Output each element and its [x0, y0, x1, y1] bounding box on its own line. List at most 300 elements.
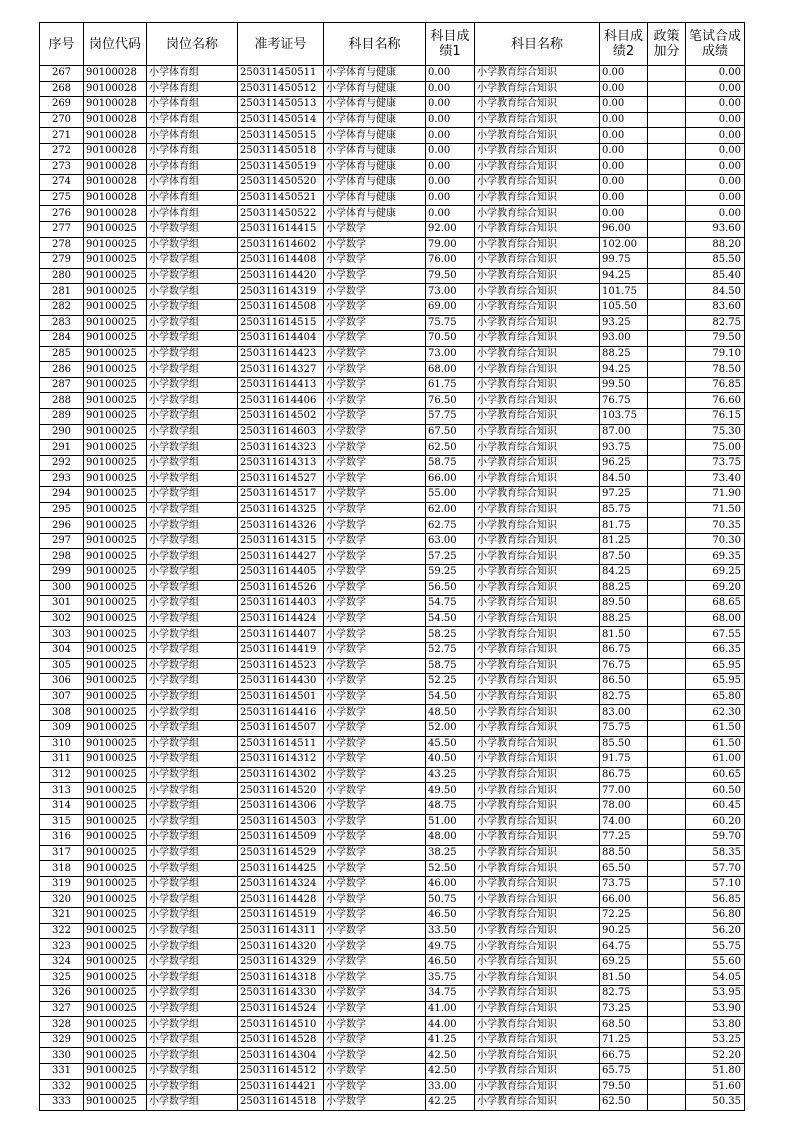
score-1-cell: 46.50: [426, 908, 475, 924]
score-2-cell: 72.25: [600, 908, 648, 924]
index-cell: 282: [40, 299, 84, 315]
total-score-cell: 61.00: [686, 752, 745, 768]
score-1-cell: 33.50: [426, 923, 475, 939]
index-cell: 284: [40, 331, 84, 347]
index-cell: 269: [40, 97, 84, 113]
position-code-cell: 90100025: [84, 814, 147, 830]
table-row: [40, 253, 745, 269]
score-2-cell: 81.75: [600, 518, 648, 534]
policy-bonus-cell: [648, 1079, 686, 1095]
position-code-cell: 90100025: [84, 970, 147, 986]
total-score-cell: 53.25: [686, 1032, 745, 1048]
position-code-cell: 90100025: [84, 549, 147, 565]
table-row: [40, 284, 745, 300]
score-1-cell: 79.00: [426, 237, 475, 253]
subject-1-cell: 小学体育与健康: [324, 159, 426, 175]
position-name-cell: 小学数学组: [147, 752, 238, 768]
position-code-cell: 90100025: [84, 752, 147, 768]
score-2-cell: 73.25: [600, 1001, 648, 1017]
exam-id-cell: 250311614427: [238, 549, 324, 565]
index-cell: 306: [40, 674, 84, 690]
exam-id-cell: 250311614503: [238, 814, 324, 830]
subject-1-cell: 小学数学: [324, 487, 426, 503]
position-name-cell: 小学数学组: [147, 424, 238, 440]
subject-1-cell: 小学数学: [324, 268, 426, 284]
exam-id-cell: 250311614508: [238, 299, 324, 315]
score-2-cell: 99.50: [600, 377, 648, 393]
subject-2-cell: 小学教育综合知识: [475, 1064, 600, 1080]
policy-bonus-cell: [648, 627, 686, 643]
exam-id-cell: 250311614510: [238, 1017, 324, 1033]
position-name-cell: 小学数学组: [147, 830, 238, 846]
position-name-cell: 小学数学组: [147, 767, 238, 783]
score-1-cell: 76.00: [426, 253, 475, 269]
score-1-cell: 59.25: [426, 565, 475, 581]
total-score-cell: 69.20: [686, 580, 745, 596]
table-row: [40, 954, 745, 970]
exam-id-cell: 250311614602: [238, 237, 324, 253]
index-cell: 270: [40, 112, 84, 128]
subject-2-cell: 小学教育综合知识: [475, 206, 600, 222]
position-code-cell: 90100025: [84, 362, 147, 378]
score-2-cell: 0.00: [600, 143, 648, 159]
table-row: [40, 1095, 745, 1111]
policy-bonus-cell: [648, 346, 686, 362]
index-cell: 312: [40, 767, 84, 783]
header-score-1: 科目成绩1: [426, 23, 475, 66]
position-code-cell: 90100025: [84, 565, 147, 581]
position-name-cell: 小学数学组: [147, 409, 238, 425]
subject-2-cell: 小学教育综合知识: [475, 1001, 600, 1017]
subject-2-cell: 小学教育综合知识: [475, 81, 600, 97]
subject-1-cell: 小学数学: [324, 892, 426, 908]
table-row: [40, 1017, 745, 1033]
subject-2-cell: 小学教育综合知识: [475, 393, 600, 409]
total-score-cell: 0.00: [686, 190, 745, 206]
total-score-cell: 0.00: [686, 66, 745, 82]
subject-2-cell: 小学教育综合知识: [475, 923, 600, 939]
total-score-cell: 66.35: [686, 642, 745, 658]
subject-2-cell: 小学教育综合知识: [475, 970, 600, 986]
score-2-cell: 82.75: [600, 986, 648, 1002]
total-score-cell: 69.25: [686, 565, 745, 581]
subject-2-cell: 小学教育综合知识: [475, 861, 600, 877]
table-row: [40, 206, 745, 222]
policy-bonus-cell: [648, 502, 686, 518]
exam-id-cell: 250311614420: [238, 268, 324, 284]
table-row: [40, 299, 745, 315]
policy-bonus-cell: [648, 830, 686, 846]
table-row: [40, 331, 745, 347]
position-code-cell: 90100025: [84, 393, 147, 409]
position-name-cell: 小学数学组: [147, 455, 238, 471]
exam-id-cell: 250311450520: [238, 175, 324, 191]
subject-2-cell: 小学教育综合知识: [475, 253, 600, 269]
position-code-cell: 90100025: [84, 487, 147, 503]
table-row: [40, 346, 745, 362]
subject-1-cell: 小学数学: [324, 814, 426, 830]
position-code-cell: 90100028: [84, 206, 147, 222]
exam-id-cell: 250311614327: [238, 362, 324, 378]
position-name-cell: 小学数学组: [147, 611, 238, 627]
position-name-cell: 小学数学组: [147, 939, 238, 955]
position-code-cell: 90100025: [84, 689, 147, 705]
policy-bonus-cell: [648, 471, 686, 487]
subject-1-cell: 小学体育与健康: [324, 143, 426, 159]
total-score-cell: 79.50: [686, 331, 745, 347]
total-score-cell: 0.00: [686, 128, 745, 144]
table-row: [40, 658, 745, 674]
score-1-cell: 69.00: [426, 299, 475, 315]
position-code-cell: 90100025: [84, 221, 147, 237]
index-cell: 308: [40, 705, 84, 721]
position-name-cell: 小学数学组: [147, 892, 238, 908]
index-cell: 296: [40, 518, 84, 534]
index-cell: 276: [40, 206, 84, 222]
policy-bonus-cell: [648, 596, 686, 612]
subject-2-cell: 小学教育综合知识: [475, 642, 600, 658]
position-name-cell: 小学数学组: [147, 923, 238, 939]
position-name-cell: 小学数学组: [147, 986, 238, 1002]
index-cell: 283: [40, 315, 84, 331]
table-row: [40, 315, 745, 331]
subject-1-cell: 小学数学: [324, 518, 426, 534]
index-cell: 290: [40, 424, 84, 440]
total-score-cell: 53.90: [686, 1001, 745, 1017]
subject-2-cell: 小学教育综合知识: [475, 424, 600, 440]
total-score-cell: 57.70: [686, 861, 745, 877]
position-name-cell: 小学数学组: [147, 237, 238, 253]
position-name-cell: 小学体育组: [147, 143, 238, 159]
policy-bonus-cell: [648, 939, 686, 955]
policy-bonus-cell: [648, 923, 686, 939]
position-code-cell: 90100025: [84, 346, 147, 362]
table-row: [40, 128, 745, 144]
score-1-cell: 0.00: [426, 143, 475, 159]
index-cell: 286: [40, 362, 84, 378]
subject-1-cell: 小学数学: [324, 970, 426, 986]
exam-id-cell: 250311614329: [238, 954, 324, 970]
table-row: [40, 861, 745, 877]
position-code-cell: 90100025: [84, 471, 147, 487]
total-score-cell: 0.00: [686, 175, 745, 191]
subject-1-cell: 小学数学: [324, 221, 426, 237]
table-row: [40, 596, 745, 612]
score-1-cell: 38.25: [426, 845, 475, 861]
score-2-cell: 62.50: [600, 1095, 648, 1111]
position-name-cell: 小学体育组: [147, 206, 238, 222]
score-1-cell: 48.00: [426, 830, 475, 846]
exam-id-cell: 250311614523: [238, 658, 324, 674]
subject-1-cell: 小学体育与健康: [324, 97, 426, 113]
subject-1-cell: 小学数学: [324, 705, 426, 721]
total-score-cell: 53.95: [686, 986, 745, 1002]
exam-id-cell: 250311614326: [238, 518, 324, 534]
table-row: [40, 1001, 745, 1017]
subject-1-cell: 小学数学: [324, 1001, 426, 1017]
policy-bonus-cell: [648, 954, 686, 970]
table-row: [40, 798, 745, 814]
total-score-cell: 71.50: [686, 502, 745, 518]
score-1-cell: 0.00: [426, 66, 475, 82]
policy-bonus-cell: [648, 689, 686, 705]
exam-id-cell: 250311614315: [238, 533, 324, 549]
policy-bonus-cell: [648, 970, 686, 986]
subject-2-cell: 小学教育综合知识: [475, 331, 600, 347]
score-2-cell: 78.00: [600, 798, 648, 814]
index-cell: 316: [40, 830, 84, 846]
policy-bonus-cell: [648, 284, 686, 300]
table-header: [40, 23, 745, 66]
score-2-cell: 0.00: [600, 81, 648, 97]
subject-2-cell: 小学教育综合知识: [475, 455, 600, 471]
exam-id-cell: 250311614413: [238, 377, 324, 393]
total-score-cell: 93.60: [686, 221, 745, 237]
score-1-cell: 0.00: [426, 81, 475, 97]
position-code-cell: 90100025: [84, 1095, 147, 1111]
score-1-cell: 42.50: [426, 1064, 475, 1080]
score-2-cell: 84.50: [600, 471, 648, 487]
policy-bonus-cell: [648, 533, 686, 549]
position-code-cell: 90100028: [84, 159, 147, 175]
index-cell: 297: [40, 533, 84, 549]
total-score-cell: 0.00: [686, 206, 745, 222]
score-2-cell: 84.25: [600, 565, 648, 581]
total-score-cell: 0.00: [686, 112, 745, 128]
subject-2-cell: 小学教育综合知识: [475, 299, 600, 315]
table-row: [40, 814, 745, 830]
position-name-cell: 小学体育组: [147, 81, 238, 97]
position-name-cell: 小学数学组: [147, 502, 238, 518]
exam-id-cell: 250311614520: [238, 783, 324, 799]
subject-2-cell: 小学教育综合知识: [475, 986, 600, 1002]
table-row: [40, 611, 745, 627]
subject-1-cell: 小学数学: [324, 908, 426, 924]
index-cell: 332: [40, 1079, 84, 1095]
subject-2-cell: 小学教育综合知识: [475, 596, 600, 612]
subject-2-cell: 小学教育综合知识: [475, 502, 600, 518]
exam-id-cell: 250311614528: [238, 1032, 324, 1048]
subject-1-cell: 小学数学: [324, 1079, 426, 1095]
score-1-cell: 55.00: [426, 487, 475, 503]
policy-bonus-cell: [648, 1048, 686, 1064]
score-2-cell: 76.75: [600, 658, 648, 674]
policy-bonus-cell: [648, 409, 686, 425]
position-code-cell: 90100028: [84, 81, 147, 97]
score-2-cell: 103.75: [600, 409, 648, 425]
header-subject-1: 科目名称: [324, 23, 426, 66]
index-cell: 275: [40, 190, 84, 206]
score-1-cell: 46.50: [426, 954, 475, 970]
policy-bonus-cell: [648, 814, 686, 830]
exam-id-cell: 250311614529: [238, 845, 324, 861]
subject-1-cell: 小学体育与健康: [324, 112, 426, 128]
score-1-cell: 70.50: [426, 331, 475, 347]
score-1-cell: 51.00: [426, 814, 475, 830]
table-row: [40, 471, 745, 487]
subject-1-cell: 小学数学: [324, 596, 426, 612]
subject-1-cell: 小学数学: [324, 315, 426, 331]
exam-id-cell: 250311614403: [238, 596, 324, 612]
policy-bonus-cell: [648, 1001, 686, 1017]
policy-bonus-cell: [648, 424, 686, 440]
policy-bonus-cell: [648, 642, 686, 658]
score-1-cell: 63.00: [426, 533, 475, 549]
score-1-cell: 33.00: [426, 1079, 475, 1095]
subject-1-cell: 小学数学: [324, 939, 426, 955]
exam-id-cell: 250311614323: [238, 440, 324, 456]
score-1-cell: 50.75: [426, 892, 475, 908]
exam-id-cell: 250311614603: [238, 424, 324, 440]
score-1-cell: 49.50: [426, 783, 475, 799]
subject-1-cell: 小学体育与健康: [324, 175, 426, 191]
total-score-cell: 52.20: [686, 1048, 745, 1064]
score-2-cell: 83.00: [600, 705, 648, 721]
position-code-cell: 90100025: [84, 876, 147, 892]
table-row: [40, 377, 745, 393]
position-code-cell: 90100025: [84, 954, 147, 970]
score-1-cell: 62.75: [426, 518, 475, 534]
policy-bonus-cell: [648, 362, 686, 378]
subject-1-cell: 小学数学: [324, 299, 426, 315]
policy-bonus-cell: [648, 549, 686, 565]
score-2-cell: 93.25: [600, 315, 648, 331]
position-name-cell: 小学数学组: [147, 346, 238, 362]
index-cell: 294: [40, 487, 84, 503]
subject-1-cell: 小学数学: [324, 1064, 426, 1080]
exam-id-cell: 250311614511: [238, 736, 324, 752]
header-policy-bonus: 政策加分: [648, 23, 686, 66]
exam-id-cell: 250311614330: [238, 986, 324, 1002]
position-name-cell: 小学数学组: [147, 642, 238, 658]
position-name-cell: 小学数学组: [147, 674, 238, 690]
table-row: [40, 1048, 745, 1064]
score-2-cell: 86.75: [600, 642, 648, 658]
subject-2-cell: 小学教育综合知识: [475, 767, 600, 783]
policy-bonus-cell: [648, 1017, 686, 1033]
exam-id-cell: 250311614419: [238, 642, 324, 658]
policy-bonus-cell: [648, 720, 686, 736]
score-1-cell: 0.00: [426, 206, 475, 222]
subject-1-cell: 小学体育与健康: [324, 206, 426, 222]
policy-bonus-cell: [648, 143, 686, 159]
position-name-cell: 小学数学组: [147, 362, 238, 378]
score-2-cell: 101.75: [600, 284, 648, 300]
position-name-cell: 小学数学组: [147, 908, 238, 924]
position-code-cell: 90100028: [84, 175, 147, 191]
exam-id-cell: 250311450514: [238, 112, 324, 128]
position-code-cell: 90100028: [84, 66, 147, 82]
score-1-cell: 57.25: [426, 549, 475, 565]
total-score-cell: 0.00: [686, 97, 745, 113]
position-code-cell: 90100025: [84, 830, 147, 846]
position-name-cell: 小学数学组: [147, 1079, 238, 1095]
total-score-cell: 73.40: [686, 471, 745, 487]
subject-1-cell: 小学数学: [324, 284, 426, 300]
subject-2-cell: 小学教育综合知识: [475, 689, 600, 705]
exam-id-cell: 250311450519: [238, 159, 324, 175]
subject-1-cell: 小学数学: [324, 237, 426, 253]
score-1-cell: 0.00: [426, 159, 475, 175]
table-row: [40, 892, 745, 908]
subject-2-cell: 小学教育综合知识: [475, 471, 600, 487]
subject-1-cell: 小学数学: [324, 377, 426, 393]
score-1-cell: 0.00: [426, 190, 475, 206]
subject-2-cell: 小学教育综合知识: [475, 954, 600, 970]
subject-1-cell: 小学体育与健康: [324, 128, 426, 144]
score-1-cell: 56.50: [426, 580, 475, 596]
position-code-cell: 90100025: [84, 736, 147, 752]
score-1-cell: 66.00: [426, 471, 475, 487]
position-code-cell: 90100025: [84, 1001, 147, 1017]
policy-bonus-cell: [648, 455, 686, 471]
policy-bonus-cell: [648, 705, 686, 721]
position-code-cell: 90100025: [84, 939, 147, 955]
position-name-cell: 小学数学组: [147, 798, 238, 814]
score-2-cell: 77.00: [600, 783, 648, 799]
position-code-cell: 90100025: [84, 658, 147, 674]
position-name-cell: 小学数学组: [147, 736, 238, 752]
subject-1-cell: 小学体育与健康: [324, 66, 426, 82]
exam-id-cell: 250311450513: [238, 97, 324, 113]
position-code-cell: 90100028: [84, 190, 147, 206]
score-2-cell: 94.25: [600, 362, 648, 378]
policy-bonus-cell: [648, 783, 686, 799]
header-subject-2: 科目名称: [475, 23, 600, 66]
position-code-cell: 90100025: [84, 767, 147, 783]
position-name-cell: 小学数学组: [147, 299, 238, 315]
index-cell: 309: [40, 720, 84, 736]
total-score-cell: 62.30: [686, 705, 745, 721]
total-score-cell: 55.60: [686, 954, 745, 970]
exam-id-cell: 250311614320: [238, 939, 324, 955]
header-score-2: 科目成绩2: [600, 23, 648, 66]
score-2-cell: 88.50: [600, 845, 648, 861]
total-score-cell: 61.50: [686, 736, 745, 752]
position-code-cell: 90100025: [84, 1079, 147, 1095]
position-code-cell: 90100025: [84, 611, 147, 627]
exam-id-cell: 250311450521: [238, 190, 324, 206]
exam-id-cell: 250311614325: [238, 502, 324, 518]
subject-2-cell: 小学教育综合知识: [475, 268, 600, 284]
score-1-cell: 45.50: [426, 736, 475, 752]
exam-id-cell: 250311614424: [238, 611, 324, 627]
table-row: [40, 97, 745, 113]
total-score-cell: 59.70: [686, 830, 745, 846]
score-2-cell: 90.25: [600, 923, 648, 939]
position-name-cell: 小学数学组: [147, 954, 238, 970]
total-score-cell: 76.15: [686, 409, 745, 425]
position-name-cell: 小学数学组: [147, 705, 238, 721]
position-code-cell: 90100025: [84, 845, 147, 861]
score-2-cell: 73.75: [600, 876, 648, 892]
subject-2-cell: 小学教育综合知识: [475, 221, 600, 237]
exam-id-cell: 250311450522: [238, 206, 324, 222]
subject-1-cell: 小学数学: [324, 861, 426, 877]
total-score-cell: 0.00: [686, 143, 745, 159]
subject-2-cell: 小学教育综合知识: [475, 705, 600, 721]
policy-bonus-cell: [648, 268, 686, 284]
position-code-cell: 90100025: [84, 580, 147, 596]
policy-bonus-cell: [648, 66, 686, 82]
exam-id-cell: 250311614406: [238, 393, 324, 409]
index-cell: 267: [40, 66, 84, 82]
total-score-cell: 56.85: [686, 892, 745, 908]
total-score-cell: 56.20: [686, 923, 745, 939]
policy-bonus-cell: [648, 767, 686, 783]
exam-id-cell: 250311614407: [238, 627, 324, 643]
score-2-cell: 66.00: [600, 892, 648, 908]
